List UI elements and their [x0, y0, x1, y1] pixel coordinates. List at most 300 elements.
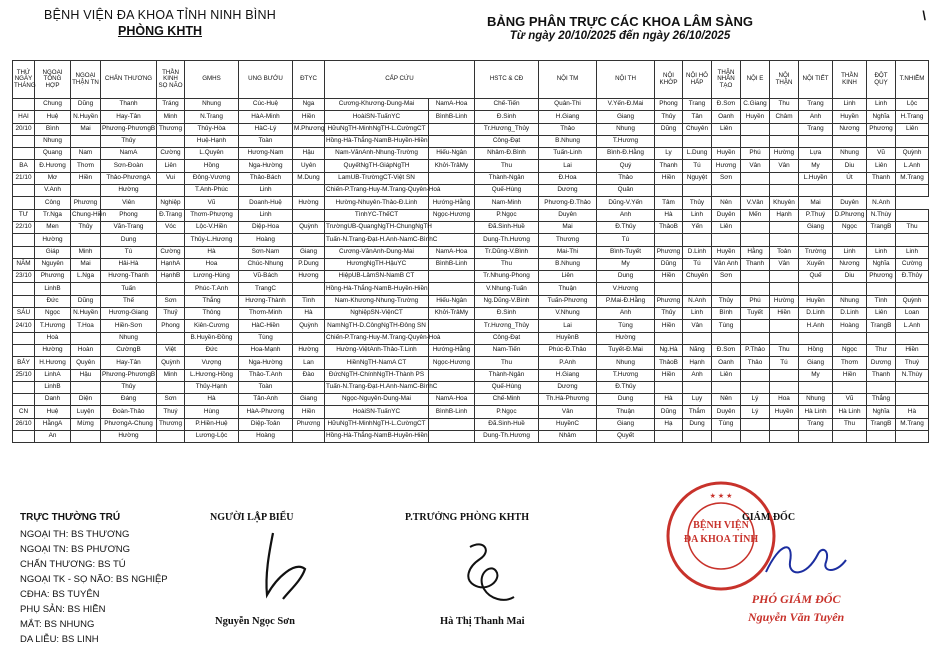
- roster-cell: [896, 381, 929, 393]
- column-header: NỘI HÔ HẤP: [683, 61, 712, 99]
- roster-cell: Dũng: [71, 99, 101, 111]
- column-header: NGOẠI THẬN TN: [71, 61, 101, 99]
- roster-cell: Phú: [741, 148, 770, 160]
- roster-cell: HàA-Phương: [239, 406, 293, 418]
- roster-cell: Dũng: [655, 258, 683, 270]
- roster-cell: Đ.Hương: [35, 160, 71, 172]
- roster-cell: Dung: [101, 234, 157, 246]
- roster-cell: Tân-Anh: [239, 394, 293, 406]
- roster-cell: [741, 185, 770, 197]
- roster-cell: HạnhB: [157, 271, 185, 283]
- roster-cell: Vũ: [867, 148, 896, 160]
- roster-cell: Vóc: [157, 221, 185, 233]
- day-cell: [13, 197, 35, 209]
- roster-cell: V.Hương: [597, 283, 655, 295]
- roster-cell: HiềnNgTH-NamA CT: [325, 357, 429, 369]
- roster-cell: Thành-Ngân: [475, 369, 539, 381]
- roster-cell: Hà: [185, 394, 239, 406]
- roster-cell: Nhung: [833, 148, 867, 160]
- roster-cell: Nga-Hường: [239, 160, 293, 172]
- roster-cell: Mai: [71, 123, 101, 135]
- roster-cell: Lý: [741, 394, 770, 406]
- roster-cell: Hường-ViệtAnh-Thảo-T.Linh: [325, 344, 429, 356]
- roster-cell: Lộc: [896, 99, 929, 111]
- table-row: [13, 271, 929, 283]
- roster-cell: PhươngA-Chung: [101, 418, 157, 430]
- roster-cell: Hà: [896, 406, 929, 418]
- roster-cell: Hiền: [655, 271, 683, 283]
- roster-cell: Thanh: [101, 99, 157, 111]
- roster-cell: Diện: [71, 394, 101, 406]
- roster-cell: [770, 320, 799, 332]
- roster-cell: Tuấn-Phương: [539, 295, 597, 307]
- roster-cell: Liên: [539, 271, 597, 283]
- roster-cell: [833, 283, 867, 295]
- roster-cell: Trường: [799, 246, 833, 258]
- deputy-head-name: Hà Thị Thanh Mai: [440, 616, 525, 627]
- roster-cell: [896, 135, 929, 147]
- deputy-head-signature: [440, 535, 530, 610]
- roster-cell: Yến: [683, 221, 712, 233]
- roster-cell: Thảo: [539, 123, 597, 135]
- roster-cell: Lương-Hùng: [185, 271, 239, 283]
- roster-cell: Tùng: [239, 332, 293, 344]
- table-row: [13, 320, 929, 332]
- roster-cell: NghiệpSN-ViệnCT: [325, 308, 429, 320]
- roster-cell: Đông-Vương: [185, 172, 239, 184]
- roster-cell: Hiếu-Ngân: [429, 148, 475, 160]
- roster-cell: [655, 283, 683, 295]
- roster-cell: Hường: [35, 234, 71, 246]
- roster-cell: Thu: [770, 344, 799, 356]
- roster-cell: [712, 283, 741, 295]
- roster-cell: Phú: [741, 295, 770, 307]
- day-cell: 22/10: [13, 221, 35, 233]
- roster-cell: [867, 185, 896, 197]
- day-cell: [13, 185, 35, 197]
- roster-cell: [741, 320, 770, 332]
- roster-cell: Quyên: [71, 357, 101, 369]
- roster-cell: ĐứcNgTH-ChínhNgTH-Thành PS: [325, 369, 429, 381]
- roster-cell: Lựa: [799, 148, 833, 160]
- roster-cell: Tú: [683, 160, 712, 172]
- roster-cell: Vũ: [185, 197, 239, 209]
- day-cell: [13, 394, 35, 406]
- day-cell: [13, 332, 35, 344]
- roster-cell: [712, 135, 741, 147]
- roster-cell: Phương-Đ.Thảo: [539, 197, 597, 209]
- roster-cell: Công-Đạt: [475, 332, 539, 344]
- roster-cell: Linh: [683, 209, 712, 221]
- roster-cell: Hà Linh: [799, 406, 833, 418]
- roster-cell: Thanh: [867, 369, 896, 381]
- roster-cell: Ngọc: [833, 344, 867, 356]
- roster-cell: Vân: [741, 160, 770, 172]
- roster-cell: Dũng: [655, 123, 683, 135]
- roster-cell: N.Anh: [867, 197, 896, 209]
- roster-cell: Hoàng: [239, 234, 293, 246]
- roster-cell: [896, 185, 929, 197]
- page-mark: \: [922, 8, 926, 23]
- roster-cell: Chế-Minh: [475, 394, 539, 406]
- roster-cell: Linh: [896, 246, 929, 258]
- roster-cell: [833, 431, 867, 443]
- roster-cell: Công-Đạt: [475, 135, 539, 147]
- roster-cell: Đ.Thủy: [597, 221, 655, 233]
- roster-cell: Thủy: [71, 221, 101, 233]
- roster-cell: [867, 381, 896, 393]
- roster-cell: Tùng: [712, 418, 741, 430]
- roster-cell: Anh: [597, 308, 655, 320]
- roster-cell: Nên: [712, 197, 741, 209]
- roster-cell: Hương: [293, 271, 325, 283]
- roster-cell: Khởi-TrâMy: [429, 160, 475, 172]
- roster-cell: [655, 332, 683, 344]
- roster-cell: [741, 418, 770, 430]
- roster-cell: Huyền: [712, 246, 741, 258]
- roster-cell: [429, 135, 475, 147]
- roster-cell: Phương: [35, 271, 71, 283]
- roster-cell: Hướng-Hằng: [429, 344, 475, 356]
- roster-cell: Hồng-Hà-Thắng-NamB-Huyền-Hiền: [325, 135, 429, 147]
- roster-cell: Chuyên: [683, 271, 712, 283]
- resident-duty-line: CHẤN THƯƠNG: BS TÚ: [20, 559, 126, 570]
- day-cell: [13, 135, 35, 147]
- roster-cell: Hiền: [655, 320, 683, 332]
- roster-cell: Nguyên: [35, 258, 71, 270]
- roster-cell: [799, 185, 833, 197]
- preparer-signature: [255, 525, 315, 605]
- roster-cell: [655, 381, 683, 393]
- roster-cell: [655, 431, 683, 443]
- roster-cell: [867, 332, 896, 344]
- roster-cell: [770, 234, 799, 246]
- roster-cell: M.Trang: [896, 418, 929, 430]
- roster-cell: TrườngUB-QuangNgTH-ChungNgTH: [325, 221, 429, 233]
- roster-cell: Hường: [293, 197, 325, 209]
- roster-cell: HuyềnC: [539, 418, 597, 430]
- roster-cell: ThảoB: [655, 221, 683, 233]
- day-cell: [13, 246, 35, 258]
- day-cell: NĂM: [13, 258, 35, 270]
- roster-cell: [833, 185, 867, 197]
- roster-cell: Viên: [101, 197, 157, 209]
- roster-cell: P.Anh: [539, 357, 597, 369]
- roster-cell: Huệ-Hạnh: [185, 135, 239, 147]
- roster-cell: Đức: [185, 344, 239, 356]
- roster-cell: Nhung: [833, 295, 867, 307]
- roster-cell: M.Dung: [293, 172, 325, 184]
- table-row: [13, 221, 929, 233]
- roster-cell: [655, 234, 683, 246]
- table-row: [13, 135, 929, 147]
- roster-cell: Lan: [293, 357, 325, 369]
- roster-cell: [770, 332, 799, 344]
- roster-cell: Anh: [597, 209, 655, 221]
- roster-cell: My: [597, 258, 655, 270]
- roster-cell: Châm: [770, 111, 799, 123]
- roster-cell: [712, 381, 741, 393]
- roster-cell: Dũng: [655, 406, 683, 418]
- header-right: [440, 14, 800, 42]
- roster-cell: [293, 431, 325, 443]
- roster-cell: Đã.Sinh-Huề: [475, 418, 539, 430]
- roster-cell: Oanh: [712, 357, 741, 369]
- roster-cell: Thủy: [101, 381, 157, 393]
- roster-cell: NamA: [101, 148, 157, 160]
- roster-cell: Nương: [833, 258, 867, 270]
- roster-cell: [293, 234, 325, 246]
- director-signature: [760, 532, 850, 588]
- roster-cell: Hồng-Hà-Thắng-NamB-Huyền-Hiền: [325, 283, 429, 295]
- day-cell: 26/10: [13, 418, 35, 430]
- roster-cell: Hậu: [293, 148, 325, 160]
- roster-cell: Hường: [101, 185, 157, 197]
- resident-duty-list: [20, 527, 168, 647]
- roster-cell: Tr.Hương_Thủy: [475, 123, 539, 135]
- roster-cell: Doanh-Huệ: [239, 197, 293, 209]
- roster-cell: HoàiSN-TuấnYC: [325, 111, 429, 123]
- table-row: [13, 197, 929, 209]
- vice-director-block: [748, 590, 844, 626]
- day-cell: CN: [13, 406, 35, 418]
- roster-cell: Hay-Tân: [101, 357, 157, 369]
- roster-cell: Hằng: [741, 246, 770, 258]
- roster-cell: LinhB: [35, 283, 71, 295]
- roster-cell: Phương-PhươngB: [101, 369, 157, 381]
- roster-cell: Công: [35, 197, 71, 209]
- day-cell: [13, 431, 35, 443]
- roster-cell: V.Nhung: [539, 308, 597, 320]
- day-cell: [13, 283, 35, 295]
- roster-cell: Tr.Dũng-V.Bình: [475, 246, 539, 258]
- roster-cell: Nguyệt: [683, 172, 712, 184]
- roster-cell: [683, 135, 712, 147]
- roster-cell: [770, 381, 799, 393]
- roster-cell: Bình: [35, 123, 71, 135]
- roster-cell: Thắng: [185, 295, 239, 307]
- roster-cell: [896, 234, 929, 246]
- resident-duty-line: NGOẠI TH: BS THƯƠNG: [20, 529, 130, 540]
- resident-duty-line: PHỤ SẢN: BS HIỀN: [20, 604, 106, 615]
- roster-cell: [833, 234, 867, 246]
- roster-cell: Phong: [157, 320, 185, 332]
- roster-cell: Huệ: [35, 406, 71, 418]
- roster-cell: P.Ngọc: [475, 209, 539, 221]
- roster-cell: Thủy: [655, 111, 683, 123]
- roster-cell: Nam-Minh: [475, 197, 539, 209]
- roster-cell: Lai: [539, 320, 597, 332]
- day-cell: 23/10: [13, 271, 35, 283]
- roster-cell: Linh: [867, 246, 896, 258]
- roster-cell: Hùng: [185, 406, 239, 418]
- roster-cell: Nghiệp: [157, 197, 185, 209]
- roster-cell: D.Phương: [833, 209, 867, 221]
- roster-cell: Mừng: [71, 418, 101, 430]
- roster-cell: [867, 234, 896, 246]
- roster-cell: HuyềnB: [539, 332, 597, 344]
- roster-cell: Hoa: [770, 394, 799, 406]
- table-row: [13, 246, 929, 258]
- roster-cell: Dung: [683, 418, 712, 430]
- roster-cell: Hường: [770, 295, 799, 307]
- roster-cell: T.Hương: [597, 369, 655, 381]
- roster-cell: Thư: [867, 344, 896, 356]
- roster-cell: Dũng-V.Yến: [597, 197, 655, 209]
- roster-cell: [741, 381, 770, 393]
- table-row: [13, 406, 929, 418]
- roster-cell: Hiền: [896, 344, 929, 356]
- roster-cell: Hà Linh: [833, 406, 867, 418]
- roster-cell: Quyết: [597, 431, 655, 443]
- roster-cell: CườngB: [101, 344, 157, 356]
- roster-cell: Văn-Trang: [101, 221, 157, 233]
- roster-cell: Vân: [539, 406, 597, 418]
- roster-cell: T.Hương: [597, 135, 655, 147]
- roster-cell: Huyền: [712, 148, 741, 160]
- roster-cell: H.Hương: [35, 357, 71, 369]
- roster-cell: BìnhB-Linh: [429, 258, 475, 270]
- roster-cell: Vui: [157, 172, 185, 184]
- column-header: THẦN KINH SỌ NÃO: [157, 61, 185, 99]
- roster-cell: Đoàn-Thảo: [101, 406, 157, 418]
- roster-cell: Đáng: [101, 394, 157, 406]
- roster-cell: Ngọc-Nguyên-Dung-Mai: [325, 394, 429, 406]
- roster-cell: Minh: [157, 111, 185, 123]
- roster-cell: Linh: [833, 99, 867, 111]
- roster-cell: Phương: [655, 295, 683, 307]
- roster-cell: Diu: [833, 271, 867, 283]
- table-row: [13, 357, 929, 369]
- roster-cell: H.Giang: [539, 369, 597, 381]
- column-header: NỘI E: [741, 61, 770, 99]
- roster-cell: Hồng-Hà-Thắng-NamB-Huyền-Hiền: [325, 431, 429, 443]
- roster-cell: [71, 332, 101, 344]
- roster-cell: Lụy: [683, 394, 712, 406]
- roster-cell: Kiên-Cương: [185, 320, 239, 332]
- roster-cell: H.Anh: [799, 320, 833, 332]
- roster-cell: Ngọc-Hương: [429, 357, 475, 369]
- roster-cell: Thắng: [867, 394, 896, 406]
- roster-cell: TrangB: [867, 221, 896, 233]
- roster-cell: Nhung: [35, 135, 71, 147]
- roster-cell: P.Thảo: [741, 344, 770, 356]
- roster-cell: Nam-VănAnh-Nhung-Trường: [325, 148, 429, 160]
- roster-cell: HữuNgTH-MinhNgTH-L.CườngCT: [325, 418, 429, 430]
- roster-cell: Đ.Trang: [157, 209, 185, 221]
- table-row: [13, 172, 929, 184]
- roster-cell: Huệ: [35, 111, 71, 123]
- roster-cell: Nghĩa: [867, 406, 896, 418]
- roster-cell: Quỳnh: [896, 295, 929, 307]
- roster-cell: BìnhB-Linh: [429, 111, 475, 123]
- roster-cell: Dung: [597, 271, 655, 283]
- roster-cell: [157, 185, 185, 197]
- roster-cell: [741, 172, 770, 184]
- roster-cell: Hiền: [770, 308, 799, 320]
- deputy-head-title: P.TRƯỞNG PHÒNG KHTH: [405, 512, 529, 523]
- column-header: HSTC & CĐ: [475, 61, 539, 99]
- roster-cell: Lộc-V.Hiền: [185, 221, 239, 233]
- roster-cell: Liên: [712, 369, 741, 381]
- roster-cell: Huyền: [799, 295, 833, 307]
- roster-cell: Quân: [597, 185, 655, 197]
- roster-cell: Mơ: [35, 172, 71, 184]
- roster-cell: Việt: [157, 344, 185, 356]
- roster-cell: [655, 185, 683, 197]
- roster-cell: Hiền: [655, 172, 683, 184]
- resident-duty-title: TRỰC THƯỜNG TRÚ: [20, 512, 121, 523]
- roster-cell: [741, 369, 770, 381]
- roster-cell: [896, 431, 929, 443]
- roster-cell: Sơn-Nam: [239, 246, 293, 258]
- roster-cell: Đ.Sơn: [712, 99, 741, 111]
- roster-cell: Thảo-PhươngA: [101, 172, 157, 184]
- roster-cell: Hậu: [71, 369, 101, 381]
- roster-cell: [799, 283, 833, 295]
- roster-cell: Quế-Hùng: [475, 381, 539, 393]
- duty-roster-table: [12, 60, 929, 443]
- roster-cell: Giang: [799, 357, 833, 369]
- roster-cell: Quý: [597, 160, 655, 172]
- roster-cell: Hồng: [185, 160, 239, 172]
- roster-cell: Diệp-Toản: [239, 418, 293, 430]
- roster-cell: Nhung: [799, 394, 833, 406]
- roster-cell: Minh: [71, 246, 101, 258]
- roster-cell: Quỳnh: [293, 221, 325, 233]
- roster-cell: Dương: [539, 381, 597, 393]
- roster-cell: Minh: [157, 369, 185, 381]
- roster-cell: [770, 369, 799, 381]
- roster-cell: [293, 332, 325, 344]
- roster-cell: Nhung: [101, 332, 157, 344]
- roster-cell: Khởi-TrâMy: [429, 308, 475, 320]
- roster-cell: Phương: [71, 197, 101, 209]
- roster-cell: Hạnh: [683, 357, 712, 369]
- roster-cell: Phúc-Đ.Thảo: [539, 344, 597, 356]
- roster-cell: Quế: [799, 271, 833, 283]
- roster-cell: Phương: [867, 271, 896, 283]
- roster-cell: Quỳnh: [157, 357, 185, 369]
- roster-cell: Chúc-Nhung: [239, 258, 293, 270]
- resident-duty-line: DA LIỄU: BS LINH: [20, 634, 99, 645]
- roster-cell: Mai: [71, 258, 101, 270]
- roster-cell: Thuý: [896, 357, 929, 369]
- vice-director-name: Nguyễn Văn Tuyên: [748, 610, 845, 624]
- roster-cell: Hường: [597, 332, 655, 344]
- roster-cell: Cương-Khương-Dung-Mai: [325, 99, 429, 111]
- roster-cell: Thu: [896, 221, 929, 233]
- roster-cell: Sơn: [157, 295, 185, 307]
- roster-cell: Thanh: [655, 160, 683, 172]
- roster-cell: P.Dung: [293, 258, 325, 270]
- roster-cell: Lai: [539, 160, 597, 172]
- roster-cell: [683, 185, 712, 197]
- roster-cell: Duyên: [712, 209, 741, 221]
- roster-cell: Nhung: [597, 123, 655, 135]
- roster-cell: Giang: [293, 246, 325, 258]
- day-cell: [13, 234, 35, 246]
- roster-cell: Thảo-T.Anh: [239, 369, 293, 381]
- resident-duty-line: NGOẠI TK - SỌ NÃO: BS NGHIỆP: [20, 574, 168, 585]
- roster-cell: H.Giang: [539, 111, 597, 123]
- roster-cell: [683, 332, 712, 344]
- resident-duty-line: CĐHA: BS TUYÊN: [20, 589, 100, 600]
- roster-cell: Chuyên: [683, 123, 712, 135]
- roster-cell: Phương: [655, 246, 683, 258]
- roster-cell: Phương: [867, 123, 896, 135]
- roster-cell: Quang: [35, 148, 71, 160]
